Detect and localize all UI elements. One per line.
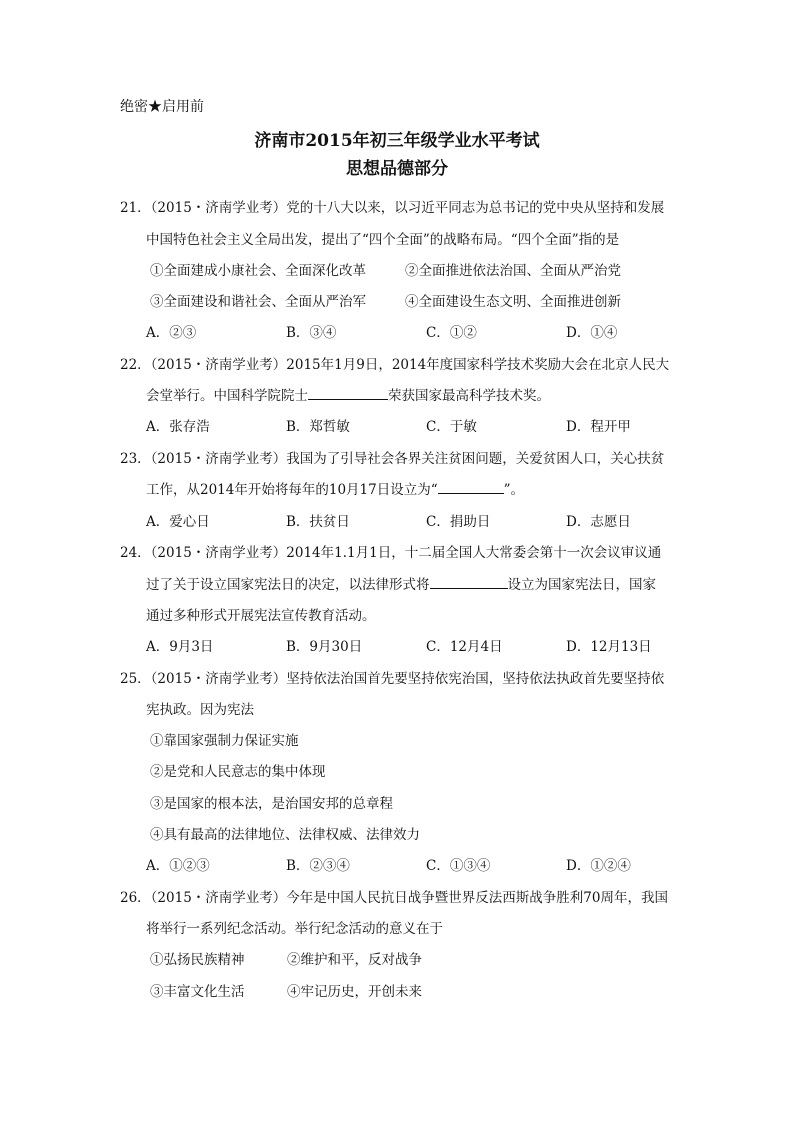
- question-22-line-1: 22．（2015・济南学业考）2015年1月9日，2014年度国家科学技术奖励大会在北京人民大: [120, 357, 670, 373]
- question-21-line-1: 21．（2015・济南学业考）党的十八大以来，以习近平同志为总书记的党中央从坚持和发展: [120, 200, 665, 216]
- question-23-text-before-blank: 工作，从2014年开始将每年的10月17日设立为“: [146, 482, 438, 498]
- question-24-choice-a[interactable]: A．9月3日: [146, 639, 214, 655]
- question-24-text-before-blank: 过了关于设立国家宪法日的决定，以法律形式将: [146, 577, 430, 593]
- question-25-statement-4: ④具有最高的法律地位、法律权威、法律效力: [150, 827, 420, 843]
- question-25-choice-c[interactable]: C．①③④: [426, 858, 491, 874]
- question-21-statement-3: ③全面建设和谐社会、全面从严治军: [150, 294, 366, 310]
- question-25-choice-b[interactable]: B．②③④: [286, 858, 350, 874]
- question-25-statement-2: ②是党和人民意志的集中体现: [150, 764, 326, 780]
- question-25-line-2: 宪执政。因为宪法: [146, 702, 254, 718]
- question-22-text-after-blank: 荣获国家最高科学技术奖。: [388, 388, 550, 404]
- question-24-line-1: 24．（2015・济南学业考）2014年1.1月1日，十二届全国人大常委会第十一次会议审议通: [120, 545, 662, 561]
- question-23-choice-c[interactable]: C．捐助日: [426, 514, 491, 530]
- question-25-choice-a[interactable]: A．①②③: [146, 858, 210, 874]
- answer-blank: [308, 399, 388, 400]
- question-21-line-2: 中国特色社会主义全局出发，提出了“四个全面”的战略布局。“四个全面”指的是: [146, 232, 620, 248]
- question-26-statement-2: ②维护和平，反对战争: [287, 952, 422, 968]
- question-24-text-after-blank: 设立为国家宪法日，国家: [507, 577, 656, 593]
- question-23-text-after-blank: ”。: [503, 482, 525, 498]
- question-25-choice-d[interactable]: D．①②④: [566, 858, 631, 874]
- question-24-choice-b[interactable]: B．9月30日: [286, 639, 363, 655]
- question-24-choice-d[interactable]: D．12月13日: [566, 639, 652, 655]
- question-26-line-2: 将举行一系列纪念活动。举行纪念活动的意义在于: [146, 921, 443, 937]
- exam-subtitle: 思想品德部分: [346, 159, 448, 179]
- question-21-statement-1: ①全面建成小康社会、全面深化改革: [150, 263, 366, 279]
- question-22-line-2: [146, 384, 550, 404]
- question-22-choice-b[interactable]: B．郑哲敏: [286, 419, 350, 435]
- question-25-statement-3: ③是国家的根本法，是治国安邦的总章程: [150, 796, 393, 812]
- question-23-line-2: [146, 478, 524, 498]
- question-21-choice-a[interactable]: A．②③: [146, 325, 197, 341]
- question-21-statement-4: ④全面建设生态文明、全面推进创新: [405, 294, 621, 310]
- question-26-statement-4: ④牢记历史，开创未来: [287, 984, 422, 1000]
- question-24-line-2: [146, 573, 656, 593]
- answer-blank: [438, 493, 504, 494]
- question-26-line-1: 26．（2015・济南学业考）今年是中国人民抗日战争暨世界反法西斯战争胜利70周年，我国: [120, 890, 668, 906]
- question-23-choice-d[interactable]: D．志愿日: [566, 514, 631, 530]
- question-24-choice-c[interactable]: C．12月4日: [426, 639, 503, 655]
- answer-blank: [430, 588, 508, 589]
- question-22-choice-a[interactable]: A．张存浩: [146, 419, 210, 435]
- question-22-text-before-blank: 会堂举行。中国科学院院士: [146, 388, 308, 404]
- question-21-statement-2: ②全面推进依法治国、全面从严治党: [405, 263, 621, 279]
- question-22-choice-c[interactable]: C．于敏: [426, 419, 477, 435]
- confidential-mark: 绝密★启用前: [120, 99, 204, 115]
- question-22-choice-d[interactable]: D．程开甲: [566, 419, 631, 435]
- exam-title: 济南市2015年初三年级学业水平考试: [254, 131, 540, 151]
- question-25-statement-1: ①靠国家强制力保证实施: [150, 733, 299, 749]
- question-23-choice-b[interactable]: B．扶贫日: [286, 514, 350, 530]
- question-21-choice-b[interactable]: B．③④: [286, 325, 337, 341]
- question-26-statement-3: ③丰富文化生活: [150, 984, 245, 1000]
- question-23-choice-a[interactable]: A．爱心日: [146, 514, 210, 530]
- question-23-line-1: 23．（2015・济南学业考）我国为了引导社会各界关注贫困问题，关爱贫困人口，关心扶贫: [120, 451, 665, 467]
- question-25-line-1: 25．（2015・济南学业考）坚持依法治国首先要坚持依宪治国，坚持依法执政首先要坚持依: [120, 671, 665, 687]
- question-21-choice-d[interactable]: D．①④: [566, 325, 618, 341]
- question-24-line-3: 通过多种形式开展宪法宣传教育活动。: [146, 608, 376, 624]
- question-21-choice-c[interactable]: C．①②: [426, 325, 477, 341]
- question-26-statement-1: ①弘扬民族精神: [150, 952, 245, 968]
